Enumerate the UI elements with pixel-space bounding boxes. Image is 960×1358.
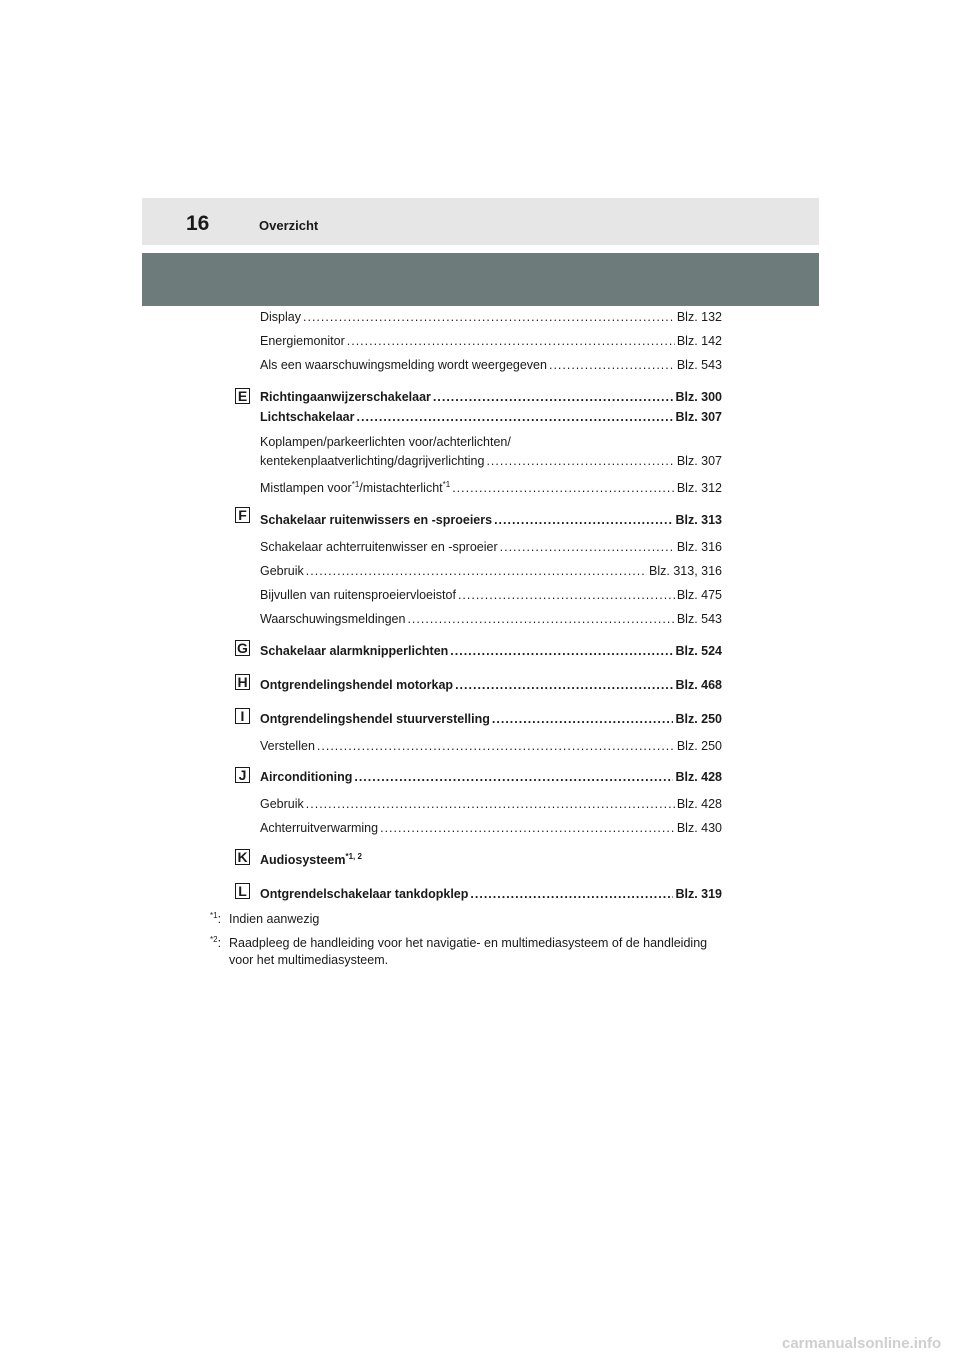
footnote-text: Raadpleeg de handleiding voor het navigatie- en multimediasysteem of de handleiding voor het multimediasysteem. <box>229 936 708 967</box>
entry-page: Blz. 250 <box>676 739 722 753</box>
entry-koplampen-line1: Koplampen/parkeerlichten voor/achterlichten/ <box>260 435 511 449</box>
entry-label: Waarschuwingsmeldingen <box>260 612 406 626</box>
entry-achterruitenwisser <box>260 539 722 555</box>
entry-page: Blz. 428 <box>675 770 722 784</box>
section-letter-k: K <box>235 849 250 865</box>
entry-label: Schakelaar achterruitenwisser en -sproeier <box>260 540 498 554</box>
footnote-colon: : <box>217 936 222 950</box>
entry-page: Blz. 313, 316 <box>649 564 722 578</box>
entry-label: Display <box>260 310 301 324</box>
entry-page: Blz. 543 <box>676 358 722 372</box>
footnote-ref: *1 <box>351 480 360 489</box>
footnote-number: *2 <box>210 935 218 944</box>
entry-energiemonitor <box>260 333 722 349</box>
entry-gebruik <box>260 796 722 812</box>
section-letter-g: G <box>235 640 250 656</box>
entry-label: Richtingaanwijzerschakelaar <box>260 390 431 404</box>
entry-richting <box>260 389 722 405</box>
entry-page: Blz. 475 <box>676 588 722 602</box>
entry-achterruitverwarming <box>260 820 722 836</box>
entry-label: Achterruitverwarming <box>260 821 379 835</box>
entry-page: Blz. 316 <box>676 540 722 554</box>
footnote-text: Indien aanwezig <box>229 912 320 926</box>
entry-label: Ontgrendelingshendel motorkap <box>260 678 454 692</box>
section-letter-e: E <box>235 388 250 404</box>
entry-page: Blz. 428 <box>676 797 722 811</box>
footnote-number: *1 <box>210 911 218 920</box>
entry-verstellen <box>260 738 722 754</box>
entry-label: Verstellen <box>260 739 315 753</box>
watermark: carmanualsonline.info <box>782 1335 942 1352</box>
entry-page: Blz. 319 <box>675 887 722 901</box>
page-number: 16 <box>186 212 210 235</box>
entry-koplampen <box>260 453 722 469</box>
footnote-colon: : <box>217 912 222 926</box>
section-title: Overzicht <box>259 218 319 233</box>
entry-label: Ontgrendelingshendel stuurverstelling <box>260 712 490 726</box>
entry-label: Ontgrendelschakelaar tankdopklep <box>260 887 469 901</box>
entry-label: Audiosysteem <box>260 853 346 867</box>
entry-page: Blz. 468 <box>675 678 722 692</box>
section-letter-j: J <box>235 767 250 783</box>
section-letter-f: F <box>235 507 250 523</box>
label-part: /mistachterlicht <box>359 481 443 495</box>
entry-aircon <box>260 769 722 785</box>
section-letter-i: I <box>235 708 250 724</box>
footnote-ref: *1, 2 <box>345 852 362 861</box>
entry-page: Blz. 307 <box>675 410 722 424</box>
entry-page: Blz. 307 <box>676 454 722 468</box>
section-letter-h: H <box>235 674 250 690</box>
entry-page: Blz. 430 <box>676 821 722 835</box>
entry-label: Gebruik <box>260 564 304 578</box>
entry-label: Als een waarschuwingsmelding wordt weergegeven <box>260 358 547 372</box>
section-letter-l: L <box>235 883 250 899</box>
entry-label: Bijvullen van ruitensproeiervloeistof <box>260 588 456 602</box>
entry-label: Gebruik <box>260 797 304 811</box>
entry-label <box>260 480 450 496</box>
entry-page: Blz. 543 <box>676 612 722 626</box>
entry-label: Energiemonitor <box>260 334 345 348</box>
header-bar <box>142 198 819 245</box>
entry-motorkap <box>260 677 722 693</box>
entry-display <box>260 309 722 325</box>
entry-page: Blz. 250 <box>675 712 722 726</box>
entry-licht <box>260 409 722 425</box>
entry-alarm <box>260 643 722 659</box>
entry-audio <box>260 852 722 868</box>
entry-page: Blz. 312 <box>676 481 722 495</box>
entry-page: Blz. 524 <box>675 644 722 658</box>
entry-tankdop <box>260 886 722 902</box>
entry-page: Blz. 132 <box>676 310 722 324</box>
header-band <box>142 253 819 306</box>
footnote-1 <box>210 911 725 928</box>
entry-label: Schakelaar alarmknipperlichten <box>260 644 449 658</box>
entry-ruitenwissers <box>260 512 722 528</box>
label-part: Mistlampen voor <box>260 481 352 495</box>
footnote-ref: *1 <box>442 480 451 489</box>
entry-page: Blz. 142 <box>676 334 722 348</box>
footnote-2 <box>210 935 725 969</box>
entry-waarschuwing <box>260 357 722 373</box>
footnote-mark <box>210 911 230 928</box>
entry-stuur <box>260 711 722 727</box>
entry-mistlampen <box>260 480 722 496</box>
entry-page: Blz. 300 <box>675 390 722 404</box>
entry-label: Airconditioning <box>260 770 353 784</box>
entry-page: Blz. 313 <box>675 513 722 527</box>
entry-bijvullen <box>260 587 722 603</box>
entry-gebruik <box>260 563 722 579</box>
entry-label: Schakelaar ruitenwissers en -sproeiers <box>260 513 493 527</box>
entry-label: Lichtschakelaar <box>260 410 355 424</box>
entry-label: kentekenplaatverlichting/dagrijverlichting <box>260 454 485 468</box>
entry-waarschuwingsmeldingen <box>260 611 722 627</box>
footnote-mark <box>210 935 230 952</box>
